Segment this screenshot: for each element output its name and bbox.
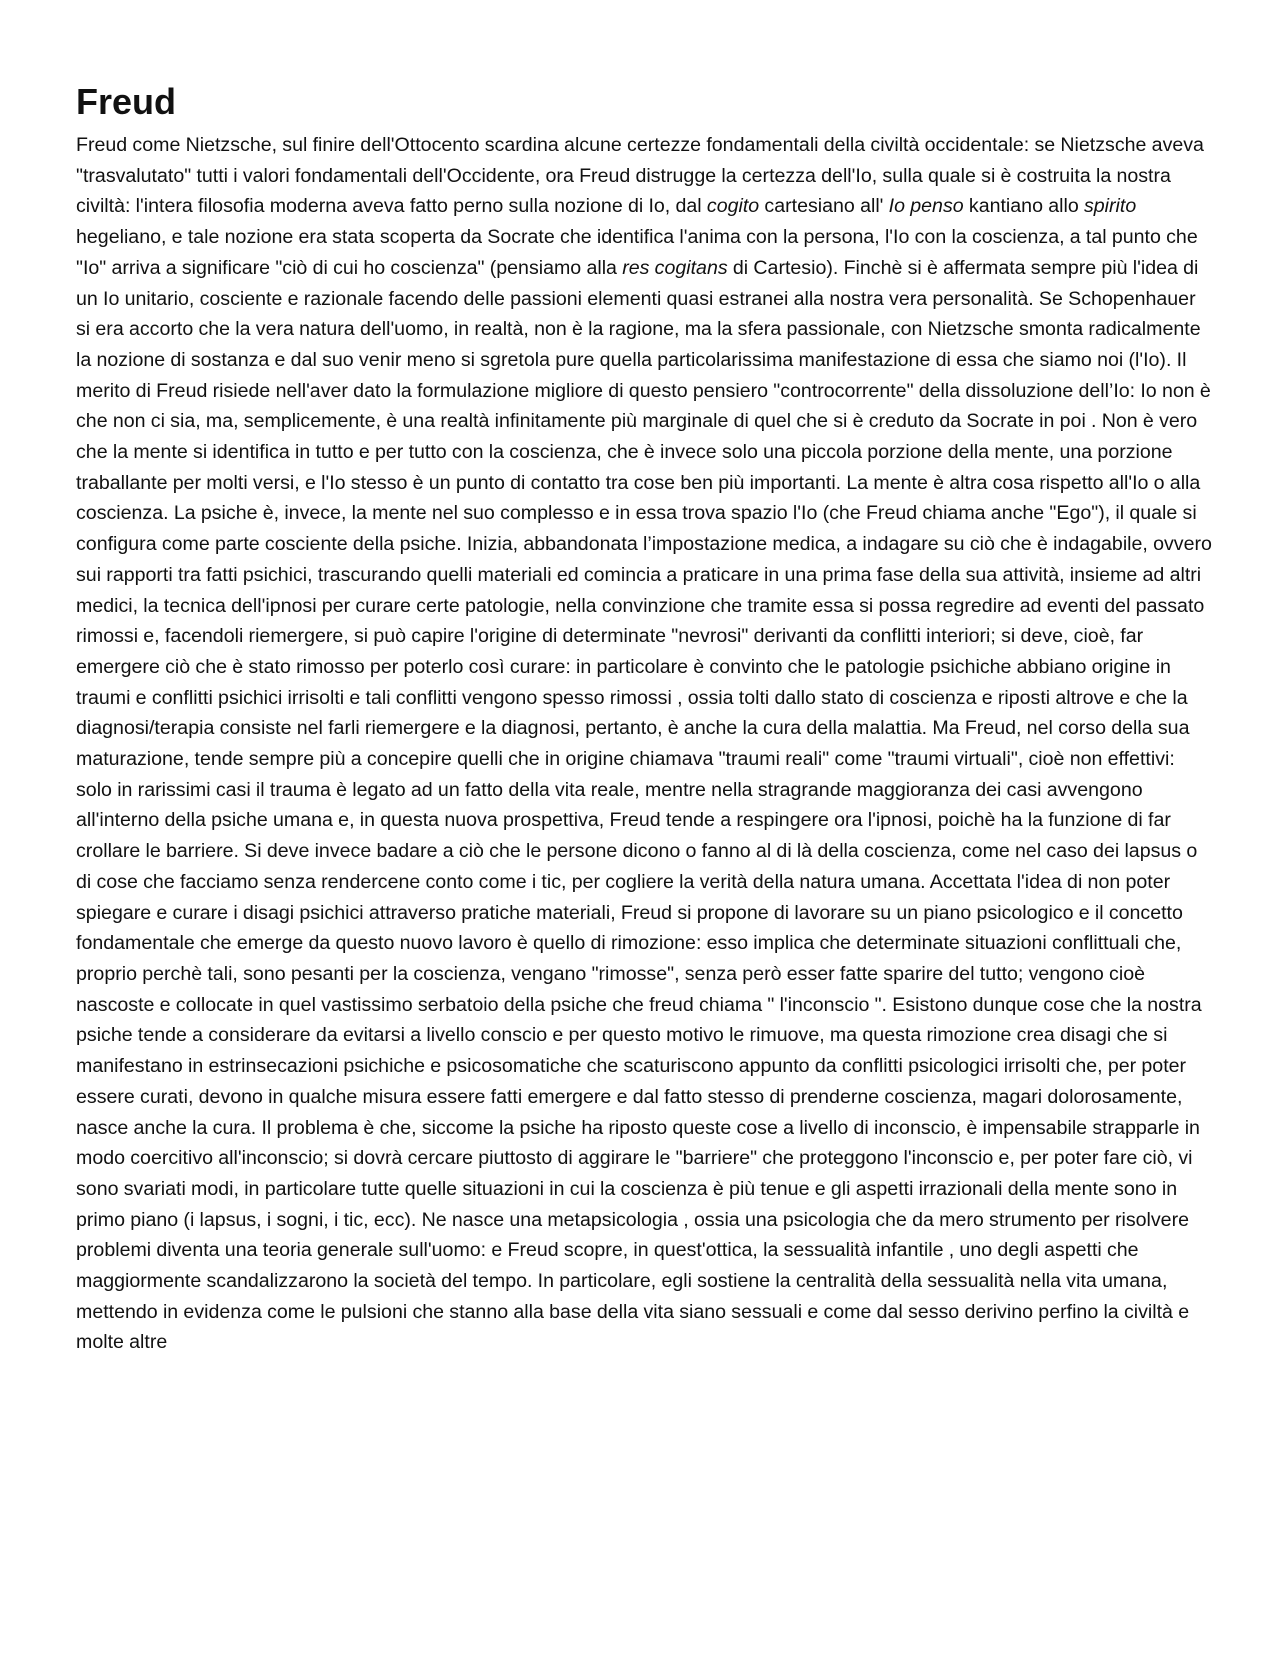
italic-term-spirito: spirito [1083,195,1137,218]
italic-term-res-cogitans: res cogitans [622,256,728,279]
body-text-segment: di Cartesio). Finchè si è affermata sempre più l'idea di un Io unitario, cosciente e razionale facendo delle passioni elementi quasi estranei alla nostra vera personalità. Se Schopenhauer si era accorto che la vera natura dell'uomo, in realtà, non è la ragione, ma la sfera passionale, con Nietzsche smonta radicalmente la nozione di sostanza e dal suo venir meno si sgretola pure quella particolarissima manifestazione di essa che siamo noi (l'Io). Il merito di Freud risiede nell'aver dato la formulazione migliore di questo pensiero "controcorrente" della dissoluzione dell’Io: Io non è che non ci sia, ma, semplicemente, è una realtà infinitamente più marginale di quel che si è creduto da Socrate in poi . Non è vero che la mente si identifica in tutto e per tutto con la coscienza, che è invece solo una piccola porzione della mente, una porzione traballante per molti versi, e l'Io stesso è un punto di contatto tra cose ben più importanti. La mente è altra cosa rispetto all'Io o alla coscienza. La psiche è, invece, la mente nel suo complesso e in essa trova spazio l'Io (che Freud chiama anche "Ego"), il quale si configura come parte cosciente della psiche. Inizia, abbandonata l’impostazione medica, a indagare su ciò che è indagabile, ovvero sui rapporti tra fatti psichici, trascurando quelli materiali ed comincia a praticare in una prima fase della sua attività, insieme ad altri medici, la tecnica dell'ipnosi per curare certe patologie, nella convinzione che tramite essa si possa regredire ad eventi del passato rimossi e, facendoli riemergere, si può capire l'origine di determinate "nevrosi" derivanti da conflitti interiori; si deve, cioè, far emergere ciò che è stato rimosso per poterlo così curare: in particolare è convinto che le patologie psichiche abbiano origine in traumi e conflitti psichici irrisolti e tali conflitti vengono spesso rimossi , ossia tolti dallo stato di coscienza e riposti altrove e che la diagnosi/terapia consiste nel farli riemergere e la diagnosi, pertanto, è anche la cura della malattia. Ma Freud, nel corso della sua maturazione, tende sempre più a concepire quelli che in origine chiamava "traumi reali" come "traumi virtuali", cioè non effettivi: solo in rarissimi casi il trauma è legato ad un fatto della vita reale, mentre nella stragrande maggioranza dei casi avvengono all'interno della psiche umana e, in questa nuova prospettiva, Freud tende a respingere ora l'ipnosi, poichè ha la funzione di far crollare le barriere. Si deve invece badare a ciò che le persone dicono o fanno al di là della coscienza, come nel caso dei lapsus o di cose che facciamo senza rendercene conto come i tic, per cogliere la verità della natura umana. Accettata l'idea di non poter spiegare e curare i disagi psichici attraverso pratiche materiali, Freud si propone di lavorare su un piano psicologico e il concetto fondamentale che emerge da questo nuovo lavoro è quello di rimozione: esso implica che determinate situazioni conflittuali che, proprio perchè tali, sono pesanti per la coscienza, vengano "rimosse", senza però esser fatte sparire del tutto; vengono cioè nascoste e collocate in quel vastissimo serbatoio della psiche che freud chiama " l'inconscio ". Esistono dunque cose che la nostra psiche tende a considerare da evitarsi a livello conscio e per questo motivo le rimuove, ma questa rimozione crea disagi che si manifestano in estrinsecazioni psichiche e psicosomatiche che scaturiscono appunto da conflitti psicologici irrisolti che, per poter essere curati, devono in qualche misura essere fatti emergere e dal fatto stesso di prenderne coscienza, magari dolorosamente, nasce anche la cura. Il problema è che, siccome la psiche ha riposto queste cose a livello di inconscio, è impensabile strapparle in modo coercitivo all'inconscio; si dovrà cercare piuttosto di aggirare le "barriere" che proteggono l'inconscio e, per poter fare ciò, vi sono svariati modi, in particolare tutte quelle situazioni in cui la coscienza è più tenue e gli aspetti irrazionali della mente sono in primo piano (i lapsus, i sogni, i tic, ecc). Ne nasce una metapsicologia , ossia una psicologia che da mero strumento per risolvere problemi diventa una teoria generale sull'uomo: e Freud scopre, in quest'ottica, la sessualità infantile , uno degli aspetti che maggiormente scandalizzarono la società del tempo. In particolare, egli sostiene la centralità della sessualità nella vita umana, mettendo in evidenza come le pulsioni che stanno alla base della vita siano sessuali e come dal sesso derivino perfino la civiltà e molte altre [76,256,1212,1354]
body-text-segment: hegeliano, e tale nozione era stata scoperta da Socrate che identifica l'anima con la persona, l'Io con la coscienza, a tal punto che "Io" arriva a significare "ciò di cui ho coscienza" (pensiamo alla [76,226,1198,279]
italic-term-io-penso: Io penso [888,195,964,218]
body-text-segment: cartesiano all' [759,195,889,218]
document-title: Freud [76,81,177,122]
document-body-paragraph [76,130,1212,1358]
body-text-segment: Freud come Nietzsche, sul finire dell'Ottocento scardina alcune certezze fondamentali della civiltà occidentale: se Nietzsche aveva "trasvalutato" tutti i valori fondamentali dell'Occidente, ora Freud distrugge la certezza dell'Io, sulla quale si è costruita la nostra civiltà: l'intera filosofia moderna aveva fatto perno sulla nozione di Io, dal [76,134,1204,218]
italic-term-cogito: cogito [706,195,760,218]
body-text-segment: kantiano allo [963,195,1084,218]
document-page [76,76,1212,1358]
